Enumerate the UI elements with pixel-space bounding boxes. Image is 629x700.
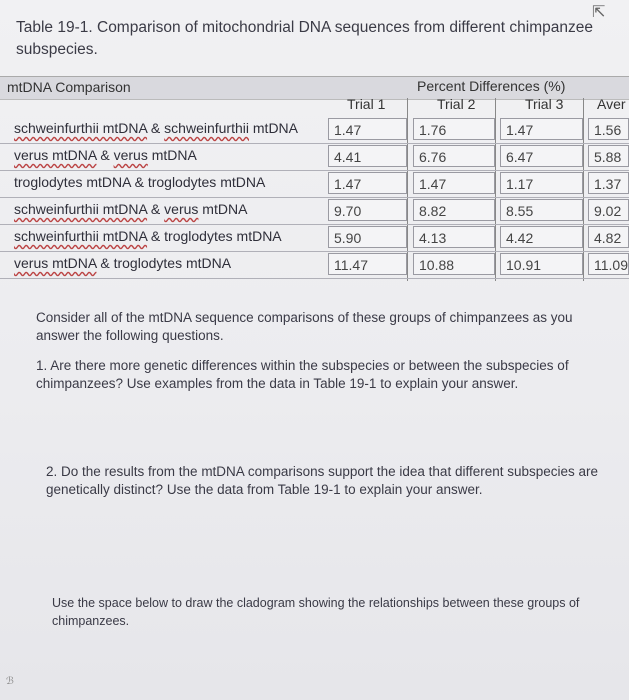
table-cell: 11.47 — [328, 253, 407, 275]
row-label-part: & — [147, 201, 165, 217]
row-label-part: mtDNA — [147, 147, 197, 163]
header-trial-3: Trial 3 — [525, 96, 564, 112]
row-label — [14, 147, 197, 163]
mtdna-table — [0, 76, 629, 281]
row-label-part: troglodytes mtDNA & troglodytes mtDNA — [14, 174, 266, 190]
row-divider — [0, 224, 629, 225]
row-label — [14, 120, 298, 136]
question-1: 1. Are there more genetic differences within the subspecies or between the subspecies of chimpanzees? Use examples from the data in Table 19-1 to explain your answer. — [36, 358, 569, 391]
table-cell: 5.90 — [328, 226, 407, 248]
row-label — [14, 201, 247, 217]
table-cell: 1.47 — [328, 118, 407, 140]
row-label-part: mtDNA — [249, 120, 298, 136]
table-cell: 1.56 — [588, 118, 629, 140]
table-cell: 4.42 — [500, 226, 583, 248]
row-divider — [0, 170, 629, 171]
row-label-part: schweinfurthii — [164, 120, 249, 136]
column-divider — [495, 98, 496, 281]
row-label — [14, 255, 231, 271]
table-cell: 11.09 — [588, 253, 629, 275]
table-cell: 4.41 — [328, 145, 407, 167]
page-smudge: ℬ — [6, 676, 14, 687]
row-divider — [0, 251, 629, 252]
row-label-part: & troglodytes mtDNA — [147, 228, 282, 244]
row-label — [14, 174, 265, 190]
table-caption: Table 19-1. Comparison of mitochondrial DNA sequences from different chimpanzee subspecies. — [16, 19, 593, 58]
table-cell: 10.91 — [500, 253, 583, 275]
row-label-part: mtDNA — [198, 201, 248, 217]
table-cell: 9.02 — [588, 199, 629, 221]
mouse-cursor-icon: ⇱ — [592, 4, 606, 21]
table-cell: 1.47 — [413, 172, 495, 194]
table-cell: 1.47 — [328, 172, 407, 194]
row-divider — [0, 197, 629, 198]
row-label — [14, 228, 282, 244]
row-divider — [0, 278, 629, 279]
table-cell: 4.13 — [413, 226, 495, 248]
row-label-part: schweinfurthii mtDNA — [14, 201, 148, 217]
row-label-part: & — [96, 147, 114, 163]
header-mtdna-comparison: mtDNA Comparison — [7, 79, 131, 95]
column-divider — [407, 98, 408, 281]
table-cell: 10.88 — [413, 253, 495, 275]
row-label-part: verus — [113, 147, 148, 163]
table-cell: 9.70 — [328, 199, 407, 221]
table-cell: 8.82 — [413, 199, 495, 221]
header-trial-1: Trial 1 — [347, 96, 386, 112]
header-percent-differences: Percent Differences (%) — [417, 78, 566, 94]
row-label-part: verus mtDNA — [14, 255, 97, 271]
table-cell: 1.37 — [588, 172, 629, 194]
table-cell: 5.88 — [588, 145, 629, 167]
row-divider — [0, 143, 629, 144]
row-label-part: verus — [164, 201, 199, 217]
row-label-part: & — [147, 120, 165, 136]
table-cell: 4.82 — [588, 226, 629, 248]
question-3: Use the space below to draw the cladogram showing the relationships between these groups of chimpanzees. — [52, 596, 580, 628]
row-label-part: schweinfurthii mtDNA — [14, 228, 148, 244]
row-label-part: & troglodytes mtDNA — [96, 255, 232, 271]
instructions-text: Consider all of the mtDNA sequence comparisons of these groups of chimpanzees as you answer the following questions. — [36, 310, 573, 343]
column-divider — [583, 98, 584, 281]
table-cell: 1.76 — [413, 118, 495, 140]
table-cell: 6.47 — [500, 145, 583, 167]
question-2: 2. Do the results from the mtDNA comparisons support the idea that different subspecies are genetically distinct? Use the data from Table 19-1 to explain your answer. — [46, 464, 599, 497]
row-label-part: verus mtDNA — [14, 147, 97, 163]
header-trial-2: Trial 2 — [437, 96, 476, 112]
table-cell: 1.17 — [500, 172, 583, 194]
table-cell: 8.55 — [500, 199, 583, 221]
header-average: Aver — [597, 96, 626, 112]
row-label-part: schweinfurthii mtDNA — [14, 120, 148, 136]
table-cell: 6.76 — [413, 145, 495, 167]
table-cell: 1.47 — [500, 118, 583, 140]
